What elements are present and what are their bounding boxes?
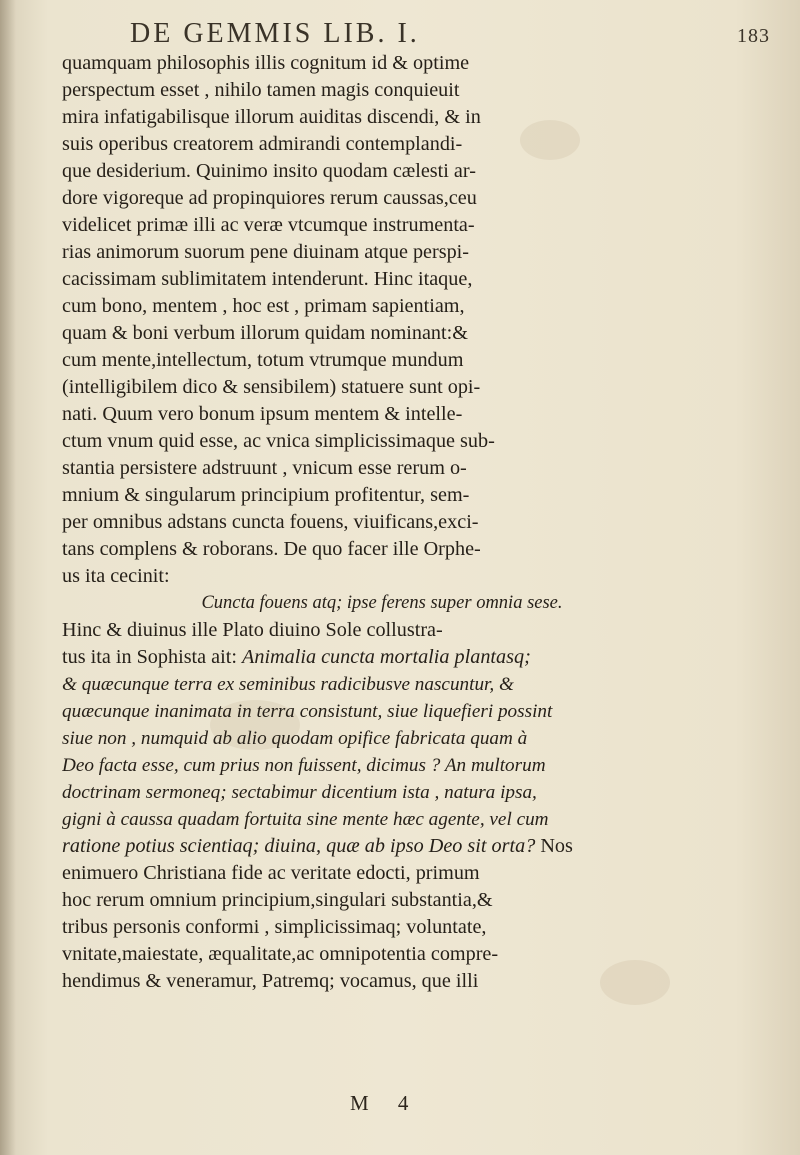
text-line: hendimus & veneramur, Patremq; vocamus, que illi: [62, 970, 479, 992]
text-line: enimuero Christiana fide ac veritate edocti, primum: [62, 862, 480, 884]
text-line: cacissimam sublimitatem intenderunt. Hinc itaque,: [62, 268, 473, 290]
roman-segment: tus ita in Sophista ait:: [62, 646, 243, 668]
text-line: ctum vnum quid esse, ac vnica simplicissimaque sub-: [62, 430, 495, 452]
roman-segment: Nos: [540, 835, 573, 857]
text-line: cum mente,intellectum, totum vtrumque mundum: [62, 349, 464, 371]
text-line: gigni à caussa quadam fortuita sine mente hæc agente, vel cum: [62, 809, 549, 830]
text-line: [62, 644, 762, 671]
text-line: suis operibus creatorem admirandi contemplandi-: [62, 133, 463, 155]
running-head: [130, 18, 770, 52]
text-line: nati. Quum vero bonum ipsum mentem & intelle-: [62, 403, 463, 425]
text-line: vnitate,maiestate, æqualitate,ac omnipotentia compre-: [62, 943, 499, 965]
text-line: tribus personis conformi , simplicissimaq; voluntate,: [62, 916, 487, 938]
text-line: per omnibus adstans cuncta fouens, viuificans,exci-: [62, 511, 479, 533]
text-line: mnium & singularum principium profitentur, sem-: [62, 484, 470, 506]
text-line: hoc rerum omnium principium,singulari substantia,&: [62, 889, 493, 911]
gutter-shadow: [0, 0, 16, 1155]
text-line: siue non , numquid ab alio quodam opifice fabricata quam à: [62, 728, 528, 749]
text-line: que desiderium. Quinimo insito quodam cælesti ar-: [62, 160, 476, 182]
text-line: & quæcunque terra ex seminibus radicibusve nascuntur, &: [62, 674, 514, 695]
text-line: videlicet primæ illi ac veræ vtcumque instrumenta-: [62, 214, 475, 236]
text-line: perspectum esset , nihilo tamen magis conquieuit: [62, 79, 460, 101]
text-line: (intelligibilem dico & sensibilem) statuere sunt opi-: [62, 376, 481, 398]
text-line: rias animorum suorum pene diuinam atque perspi-: [62, 241, 470, 263]
text-line: mira infatigabilisque illorum auiditas discendi, & in: [62, 106, 481, 128]
italic-segment: ratione potius scientiaq; diuina, quæ ab ipso Deo sit orta?: [62, 835, 541, 857]
text-line: [62, 833, 762, 860]
text-line: Hinc & diuinus ille Plato diuino Sole collustra-: [62, 619, 443, 641]
running-title: DE GEMMIS LIB. I.: [130, 18, 420, 49]
text-line: dore vigoreque ad propinquiores rerum caussas,ceu: [62, 187, 477, 209]
text-line: stantia persistere adstruunt , vnicum esse rerum o-: [62, 457, 467, 479]
text-line: quamquam philosophis illis cognitum id & optime: [62, 52, 470, 74]
text-block: [62, 50, 762, 995]
signature-mark: M 4: [350, 1091, 421, 1115]
verse-quotation: Cuncta fouens atq; ipse ferens super omnia sese.: [201, 593, 563, 613]
text-line: us ita cecinit:: [62, 565, 170, 587]
text-line: quam & boni verbum illorum quidam nominant:&: [62, 322, 468, 344]
italic-segment: Animalia cuncta mortalia plantasq;: [242, 646, 531, 668]
text-line: doctrinam sermoneq; sectabimur dicentium ista , natura ipsa,: [62, 782, 537, 803]
text-line: Deo facta esse, cum prius non fuissent, dicimus ? An multorum: [62, 755, 546, 776]
page-number: 183: [737, 25, 770, 47]
text-line: cum bono, mentem , hoc est , primam sapientiam,: [62, 295, 465, 317]
text-line: quæcunque inanimata in terra consistunt, siue liquefieri possint: [62, 701, 553, 722]
text-line: tans complens & roborans. De quo facer ille Orphe-: [62, 538, 481, 560]
